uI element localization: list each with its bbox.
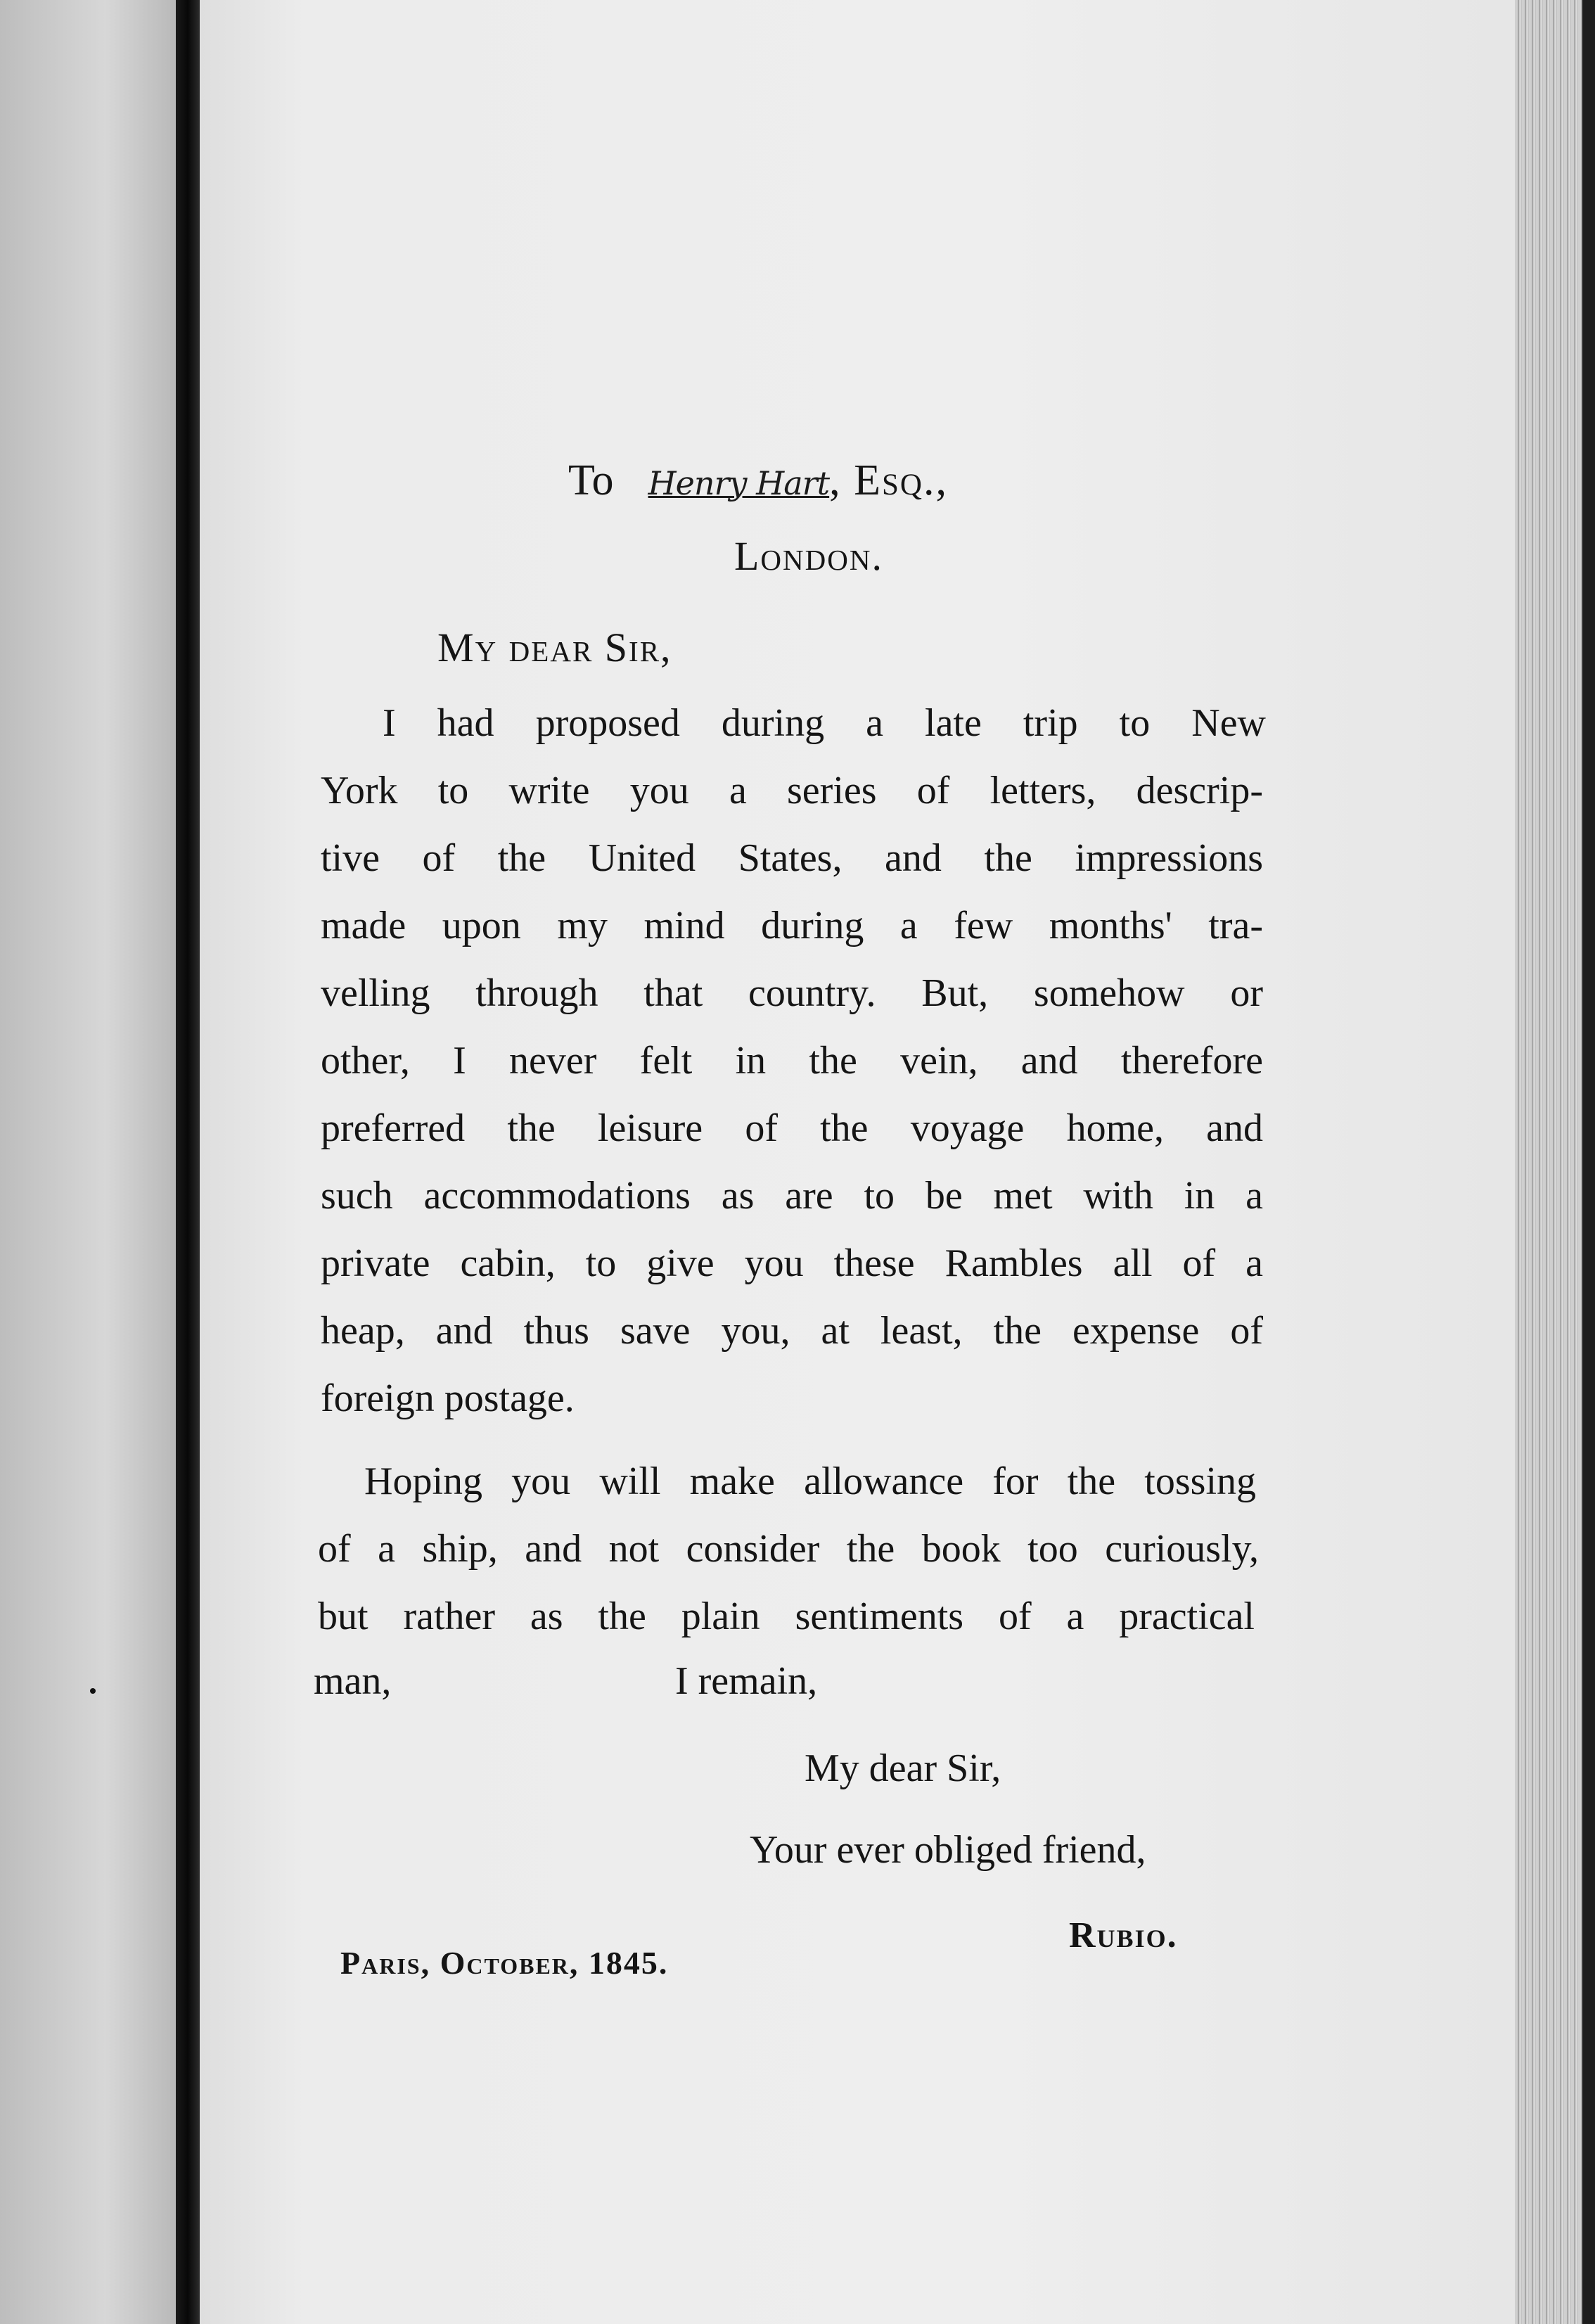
closing-dear-sir: My dear Sir, [805,1747,1001,1790]
recipient-title: , Esq., [829,456,948,504]
paragraph-1-line: such accommodations as are to be met with in a [321,1174,1263,1218]
paragraph-1-line: made upon my mind during a few months' tra- [321,904,1263,947]
paragraph-2-line: Hoping you will make allowance for the tossing [364,1460,1256,1503]
handwritten-recipient-name: Henry Hart [648,464,830,502]
paragraph-2-line: of a ship, and not consider the book too curiously, [318,1527,1259,1571]
left-facing-page [0,0,176,2324]
paragraph-1-line: I had proposed during a late trip to New [383,701,1266,745]
ink-speck [90,1688,96,1694]
page-edges [1515,0,1595,2324]
recipient-line [568,456,948,506]
paragraph-1-line: heap, and thus save you, at least, the expense of [321,1309,1263,1353]
dateline: Paris, October, 1845. [340,1945,669,1981]
recipient-city: London. [734,533,883,579]
salutation: My dear Sir, [437,625,672,670]
closing-friend: Your ever obliged friend, [750,1828,1146,1872]
paragraph-1-line: York to write you a series of letters, descrip- [321,769,1263,812]
paragraph-1-line: other, I never felt in the vein, and therefore [321,1039,1263,1083]
paragraph-1-line: tive of the United States, and the impressions [321,836,1263,880]
closing-remain: I remain, [675,1659,818,1703]
paragraph-2-line: but rather as the plain sentiments of a practical [318,1595,1255,1638]
recipient-to: To [568,456,614,504]
paragraph-1-line: private cabin, to give you these Rambles all of a [321,1241,1263,1285]
paragraph-1-line: foreign postage. [321,1377,575,1420]
signature: Rubio. [1069,1915,1178,1955]
closing-man: man, [314,1659,392,1703]
book-gutter [176,0,200,2324]
paragraph-1-line: preferred the leisure of the voyage home, and [321,1106,1263,1150]
paragraph-1-line: velling through that country. But, somehow or [321,971,1263,1015]
